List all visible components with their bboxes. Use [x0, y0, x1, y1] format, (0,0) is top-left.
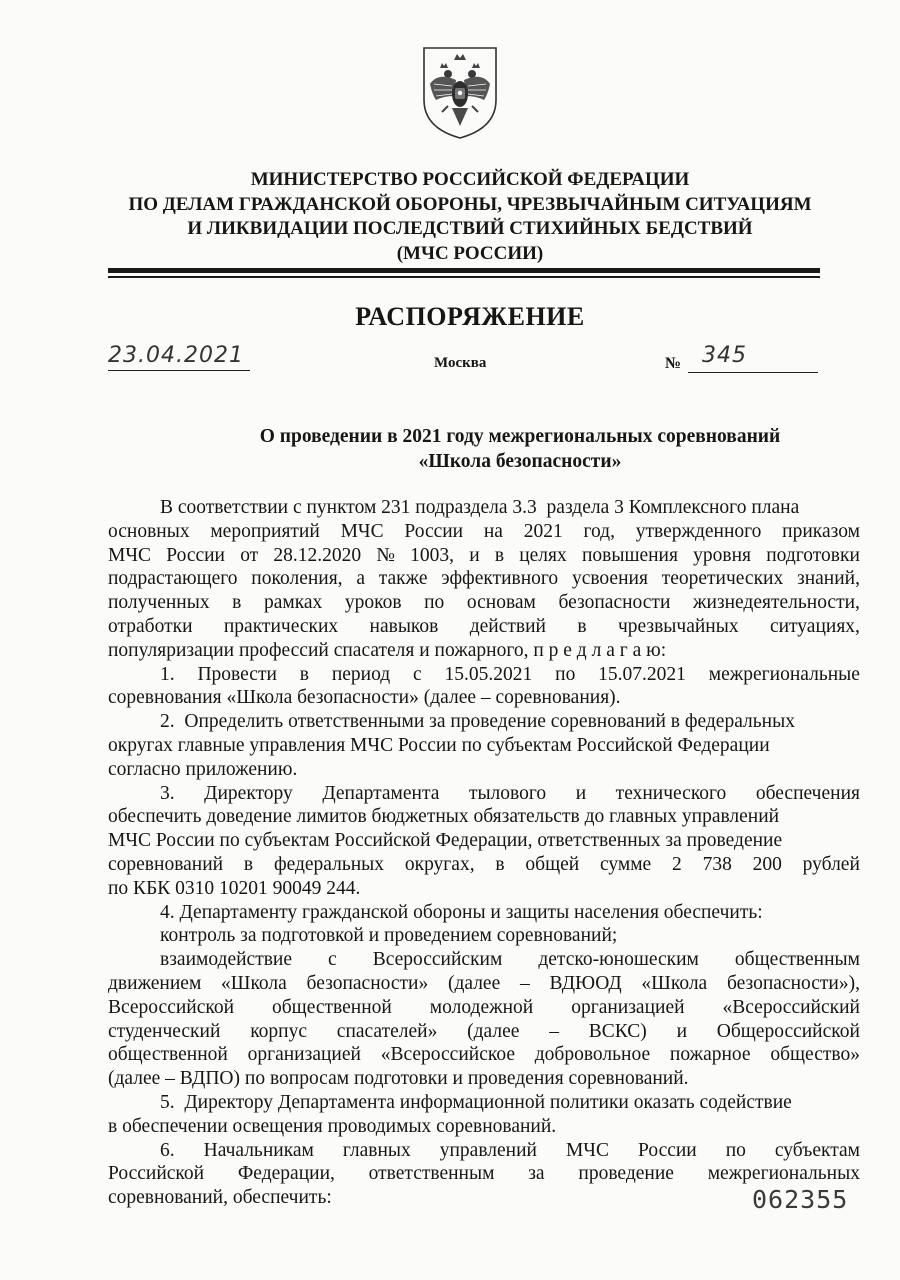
- body-word: с: [413, 663, 422, 685]
- body-line-text: в обеспечении освещения проводимых соревнований.: [108, 1115, 557, 1137]
- subject-line: «Школа безопасности»: [418, 450, 622, 472]
- body-word: жизнедеятельности,: [692, 592, 860, 614]
- body-line: [108, 1067, 860, 1091]
- body-word: в: [577, 615, 587, 637]
- header-divider-thick: [108, 268, 820, 273]
- body-word: ответственным: [368, 1163, 495, 1185]
- body-word: повышения: [581, 544, 678, 566]
- body-line: [108, 686, 860, 710]
- body-word: поколения,: [251, 568, 343, 590]
- body-word: усвоения: [571, 568, 648, 590]
- body-word: федеральных: [273, 853, 385, 875]
- body-word: знаний,: [797, 568, 860, 590]
- body-word: обеспечения: [755, 782, 860, 804]
- body-line-text: округах главные управления МЧС России по субъектам Российской Федерации: [108, 734, 770, 756]
- body-line: [108, 1043, 860, 1067]
- ministry-line: ПО ДЕЛАМ ГРАЖДАНСКОЙ ОБОРОНЫ, ЧРЕЗВЫЧАЙНЫМ СИТУАЦИЯМ: [128, 193, 812, 215]
- body-word: России: [404, 520, 464, 542]
- number-sign: №: [665, 355, 682, 372]
- body-word: уровня: [693, 544, 752, 566]
- body-word: в: [243, 853, 254, 875]
- body-word: от: [240, 544, 259, 566]
- body-word: №: [376, 544, 395, 566]
- body-word: России: [637, 1139, 697, 1161]
- body-word: –: [549, 1020, 559, 1042]
- body-word: МЧС: [340, 520, 384, 542]
- body-word: общественной: [272, 996, 392, 1018]
- body-line: [108, 734, 860, 758]
- body-word: Всероссийским: [372, 949, 503, 971]
- body-word: пожарное: [669, 1044, 751, 1066]
- body-word: Федерации,: [237, 1163, 335, 1185]
- body-line: [108, 1020, 860, 1044]
- body-word: (далее: [447, 972, 501, 994]
- body-word: в: [232, 592, 242, 614]
- body-word: Российской: [108, 1163, 205, 1185]
- body-word: «Школа: [221, 972, 287, 994]
- body-word: детско-юношеским: [538, 949, 699, 971]
- number-field: [688, 343, 818, 373]
- body-line: [108, 567, 860, 591]
- body-word: 15.05.2021: [444, 663, 533, 685]
- body-word: ВСКС): [588, 1020, 647, 1042]
- body-word: 1.: [160, 663, 175, 685]
- body-line: [108, 853, 860, 877]
- ministry-line: И ЛИКВИДАЦИИ ПОСЛЕДСТВИЙ СТИХИЙНЫХ БЕДСТВИЙ: [187, 218, 753, 239]
- date-field: [108, 343, 248, 371]
- body-line: [108, 758, 860, 782]
- body-word: студенческий: [108, 1020, 221, 1042]
- body-word: по: [424, 592, 445, 614]
- body-word: теоретических: [661, 568, 784, 590]
- body-word: по: [725, 1139, 746, 1161]
- body-line-text: (далее – ВДПО) по вопросам подготовки и проведения соревнований.: [108, 1068, 689, 1090]
- body-word: Общероссийской: [716, 1020, 860, 1042]
- body-line: [108, 496, 860, 520]
- body-word: безопасности»),: [726, 972, 860, 994]
- body-line-text: обеспечить доведение лимитов бюджетных обязательств до главных управлений: [108, 806, 780, 828]
- body-line: [108, 1162, 860, 1186]
- body-word: «Школа: [641, 972, 708, 994]
- body-word: тылового: [468, 782, 547, 804]
- body-word: округах,: [404, 853, 475, 875]
- body-word: ВДЮОД: [549, 972, 622, 994]
- body-word: в: [495, 853, 505, 875]
- body-line: [108, 710, 860, 734]
- body-line-text: популяризации профессий спасателя и пожарного, п р е д л а г а ю:: [108, 639, 667, 661]
- body-line-text: 2. Определить ответственными за проведение соревнований в федеральных: [160, 711, 795, 733]
- date-underline: [108, 370, 250, 371]
- handwritten-number: 345: [702, 343, 747, 368]
- body-word: а: [356, 568, 365, 590]
- body-line-text: В соответствии с пунктом 231 подраздела 3.3 раздела 3 Комплексного плана: [160, 497, 800, 518]
- body-word: также: [378, 568, 428, 590]
- body-word: мероприятий: [210, 520, 320, 542]
- body-word: молодежной: [429, 996, 534, 1018]
- body-line-text: соревнований, обеспечить:: [108, 1187, 332, 1209]
- body-word: спасателей»: [336, 1020, 438, 1042]
- ministry-header: [60, 168, 880, 266]
- body-word: общественной: [108, 1044, 228, 1066]
- body-word: основных: [108, 520, 190, 542]
- document-type-title: РАСПОРЯЖЕНИЕ: [355, 302, 585, 331]
- document-body: [108, 496, 860, 1210]
- body-line: [108, 663, 860, 687]
- body-line-text: 5. Директору Департамента информационной политики оказать содействие: [160, 1091, 792, 1113]
- body-word: действий: [469, 615, 546, 637]
- body-word: рублей: [802, 853, 860, 875]
- body-word: на: [483, 520, 503, 542]
- body-word: Всероссийской: [108, 996, 235, 1018]
- body-word: управлений: [439, 1139, 537, 1161]
- body-word: навыков: [369, 615, 439, 637]
- body-word: ситуациях,: [769, 615, 860, 637]
- body-word: в: [494, 544, 505, 566]
- body-line: [108, 520, 860, 544]
- body-word: подготовки: [766, 544, 860, 566]
- header-divider-thin: [108, 276, 820, 278]
- body-line: [108, 829, 860, 853]
- body-word: корпус: [250, 1020, 308, 1042]
- body-line: [108, 948, 860, 972]
- body-word: России: [166, 544, 225, 566]
- body-word: общественным: [734, 949, 860, 971]
- body-word: сумме: [599, 853, 652, 875]
- number-underline: [688, 372, 818, 373]
- body-word: приказом: [782, 520, 860, 542]
- body-word: подрастающего: [108, 568, 238, 590]
- body-word: 15.07.2021: [598, 663, 686, 685]
- body-word: Провести: [197, 663, 277, 685]
- body-word: межрегиональных: [707, 1163, 860, 1185]
- body-word: –: [519, 972, 530, 994]
- city-label: Москва: [434, 355, 487, 371]
- body-word: Начальникам: [203, 1139, 314, 1161]
- body-word: и: [575, 782, 587, 804]
- body-word: Департамента: [322, 782, 440, 804]
- body-word: 200: [752, 853, 782, 875]
- body-line: [108, 901, 860, 925]
- body-word: общество»: [770, 1044, 860, 1066]
- ministry-line: (МЧС РОССИИ): [396, 242, 544, 264]
- body-line-text: 4. Департаменту гражданской обороны и защиты населения обеспечить:: [160, 901, 763, 923]
- body-word: и: [469, 544, 480, 566]
- body-word: и: [676, 1020, 687, 1042]
- body-word: чрезвычайных: [617, 615, 739, 637]
- body-word: организацией: [571, 996, 685, 1018]
- body-line-text: МЧС России по субъектам Российской Федерации, ответственных за проведение: [108, 830, 783, 852]
- body-word: практических: [223, 615, 339, 637]
- body-word: проведение: [578, 1163, 674, 1185]
- body-word: 28.12.2020: [273, 544, 362, 566]
- body-word: в: [299, 663, 309, 685]
- body-word: отработки: [108, 615, 193, 637]
- body-word: 738: [702, 853, 732, 875]
- body-word: основам: [466, 592, 536, 614]
- body-word: организацией: [247, 1044, 361, 1066]
- body-line: [108, 639, 860, 663]
- body-word: 6.: [160, 1139, 175, 1161]
- body-line: [108, 615, 860, 639]
- body-word: технического: [615, 782, 727, 804]
- body-line: [108, 996, 860, 1020]
- body-line: [108, 1091, 860, 1115]
- body-line: [108, 782, 860, 806]
- body-word: 2: [672, 853, 682, 875]
- body-word: 2021: [523, 520, 563, 542]
- body-word: «Всероссийский: [722, 996, 860, 1018]
- body-line-text: соревнования «Школа безопасности» (далее – соревнования).: [108, 687, 621, 709]
- body-word: «Всероссийское: [380, 1044, 515, 1066]
- body-line: [108, 1115, 860, 1139]
- body-word: целях: [519, 544, 567, 566]
- body-word: субъектам: [774, 1139, 860, 1161]
- serial-number: 062355: [752, 1185, 849, 1214]
- body-word: соревнований: [108, 853, 224, 875]
- body-line: [108, 544, 860, 568]
- coat-of-arms-icon: [418, 42, 502, 140]
- body-word: эффективного: [441, 568, 559, 590]
- body-word: главных: [342, 1139, 411, 1161]
- body-word: год,: [583, 520, 615, 542]
- body-line: [108, 972, 860, 996]
- body-line-text: согласно приложению.: [108, 758, 298, 780]
- body-word: МЧС: [108, 544, 152, 566]
- body-word: МЧС: [565, 1139, 609, 1161]
- body-line-text: по КБК 0310 10201 90049 244.: [108, 877, 361, 899]
- body-word: движением: [108, 972, 202, 994]
- body-word: Директору: [204, 782, 293, 804]
- body-word: взаимодействие: [160, 949, 293, 971]
- body-word: добровольное: [534, 1044, 651, 1066]
- document-subject: [150, 425, 890, 474]
- body-word: с: [328, 949, 337, 971]
- body-line: [108, 924, 860, 948]
- handwritten-date: 23.04.2021: [108, 343, 244, 368]
- subject-line: О проведении в 2021 году межрегиональных соревнований: [259, 426, 781, 447]
- body-word: 1003,: [410, 544, 454, 566]
- body-word: 3.: [160, 782, 175, 804]
- body-word: период: [331, 663, 391, 685]
- body-word: общей: [525, 853, 580, 875]
- body-word: (далее: [467, 1020, 520, 1042]
- body-line: [108, 591, 860, 615]
- body-line-text: контроль за подготовкой и проведением соревнований;: [160, 925, 618, 947]
- body-line: [108, 1139, 860, 1163]
- body-word: за: [528, 1163, 545, 1185]
- body-word: межрегиональные: [708, 663, 860, 685]
- body-word: уроков: [344, 592, 402, 614]
- body-line: [108, 877, 860, 901]
- body-word: рамках: [263, 592, 323, 614]
- body-word: по: [555, 663, 576, 685]
- body-word: полученных: [108, 592, 210, 614]
- body-word: утвержденного: [635, 520, 762, 542]
- body-word: безопасности»: [306, 972, 429, 994]
- ministry-line: МИНИСТЕРСТВО РОССИЙСКОЙ ФЕДЕРАЦИИ: [250, 169, 690, 190]
- body-word: безопасности: [558, 592, 671, 614]
- body-line: [108, 805, 860, 829]
- body-line: [108, 1186, 860, 1210]
